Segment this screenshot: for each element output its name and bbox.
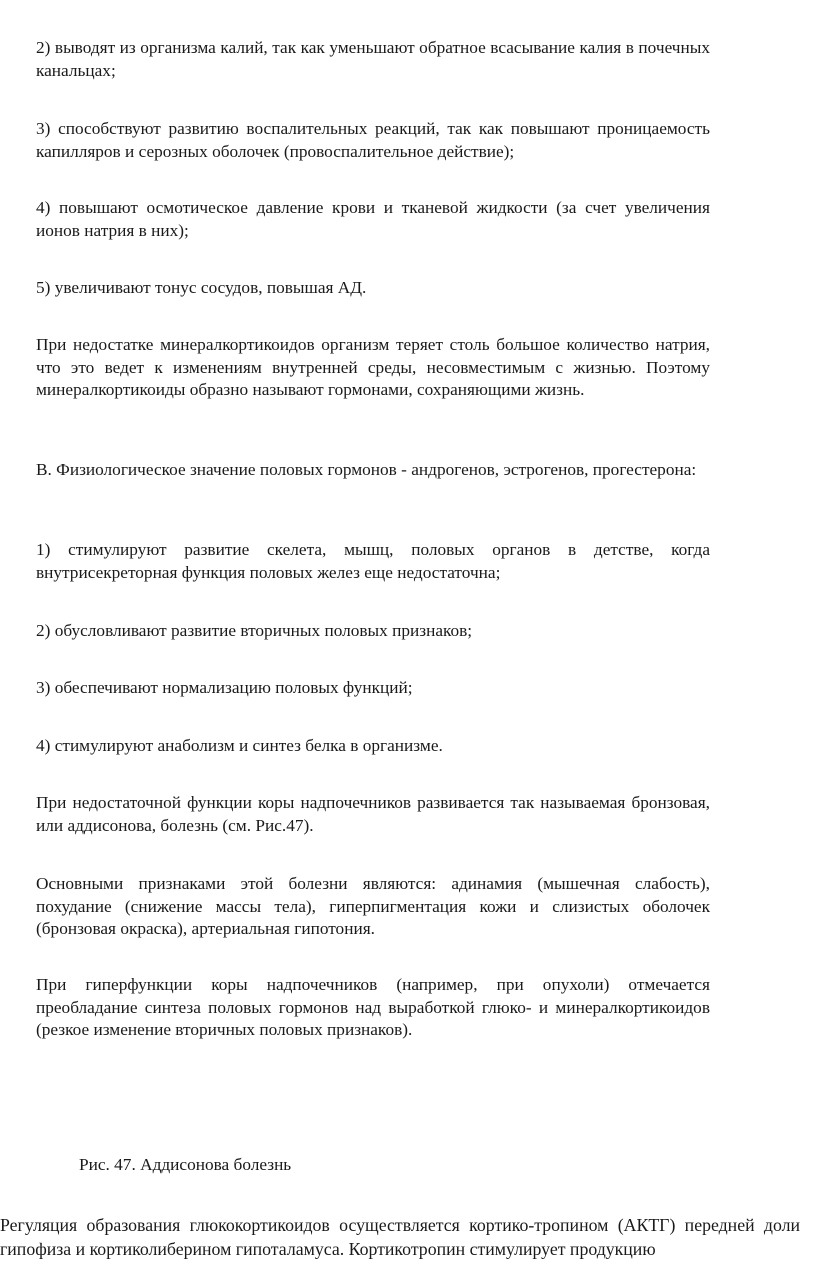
paragraph-mineralocorticoid-deficiency: При недостатке минералкортикоидов организм теряет столь большое количество натрия, что это ведет к изменениям внутренней среды, несовместимым с жизнью. Поэтому минералкортикоиды образно называют гормонами, сохраняющими жизнь.	[36, 335, 710, 399]
paragraph-anabolism: 4) стимулируют анаболизм и синтез белка в организме.	[36, 736, 443, 755]
paragraph-inflammation: 3) способствуют развитию воспалительных реакций, так как повышают проницаемость капилляров и серозных оболочек (провоспалительное действие);	[36, 119, 710, 161]
paragraph-skeleton-development: 1) стимулируют развитие скелета, мышц, половых органов в детстве, когда внутрисекреторная функция половых желез еще недостаточна;	[36, 540, 710, 582]
paragraph-sexual-functions: 3) обеспечивают нормализацию половых функций;	[36, 678, 413, 697]
paragraph-potassium: 2) выводят из организма калий, так как уменьшают обратное всасывание калия в почечных канальцах;	[36, 38, 710, 80]
paragraph-secondary-traits: 2) обусловливают развитие вторичных половых признаков;	[36, 621, 473, 640]
paragraph-osmotic-pressure: 4) повышают осмотическое давление крови и тканевой жидкости (за счет увеличения ионов натрия в них);	[36, 198, 710, 240]
paragraph-sex-hormones-heading: В. Физиологическое значение половых гормонов - андрогенов, эстрогенов, прогестерона:	[36, 460, 697, 479]
paragraph-vascular-tone: 5) увеличивают тонус сосудов, повышая АД.	[36, 278, 367, 297]
paragraph-regulation: Регуляция образования глюкокортикоидов осуществляется кортико-тропином (АКТГ) передней доли гипофиза и кортиколиберином гипоталамуса. Кортикотропин стимулирует продукцию	[0, 1215, 800, 1259]
figure-caption: Рис. 47. Аддисонова болезнь	[79, 1155, 292, 1174]
paragraph-addison-disease: При недостаточной функции коры надпочечников развивается так называемая бронзовая, или аддисонова, болезнь (см. Рис.47).	[36, 793, 710, 835]
paragraph-hyperfunction: При гиперфункции коры надпочечников (например, при опухоли) отмечается преобладание синтеза половых гормонов над выработкой глюко- и минералкортикоидов (резкое изменение вторичных половых признаков).	[36, 975, 710, 1039]
paragraph-disease-symptoms: Основными признаками этой болезни являются: адинамия (мышечная слабость), похудание (снижение массы тела), гиперпигментация кожи и слизистых оболочек (бронзовая окраска), артериальная гипотония.	[36, 874, 710, 938]
